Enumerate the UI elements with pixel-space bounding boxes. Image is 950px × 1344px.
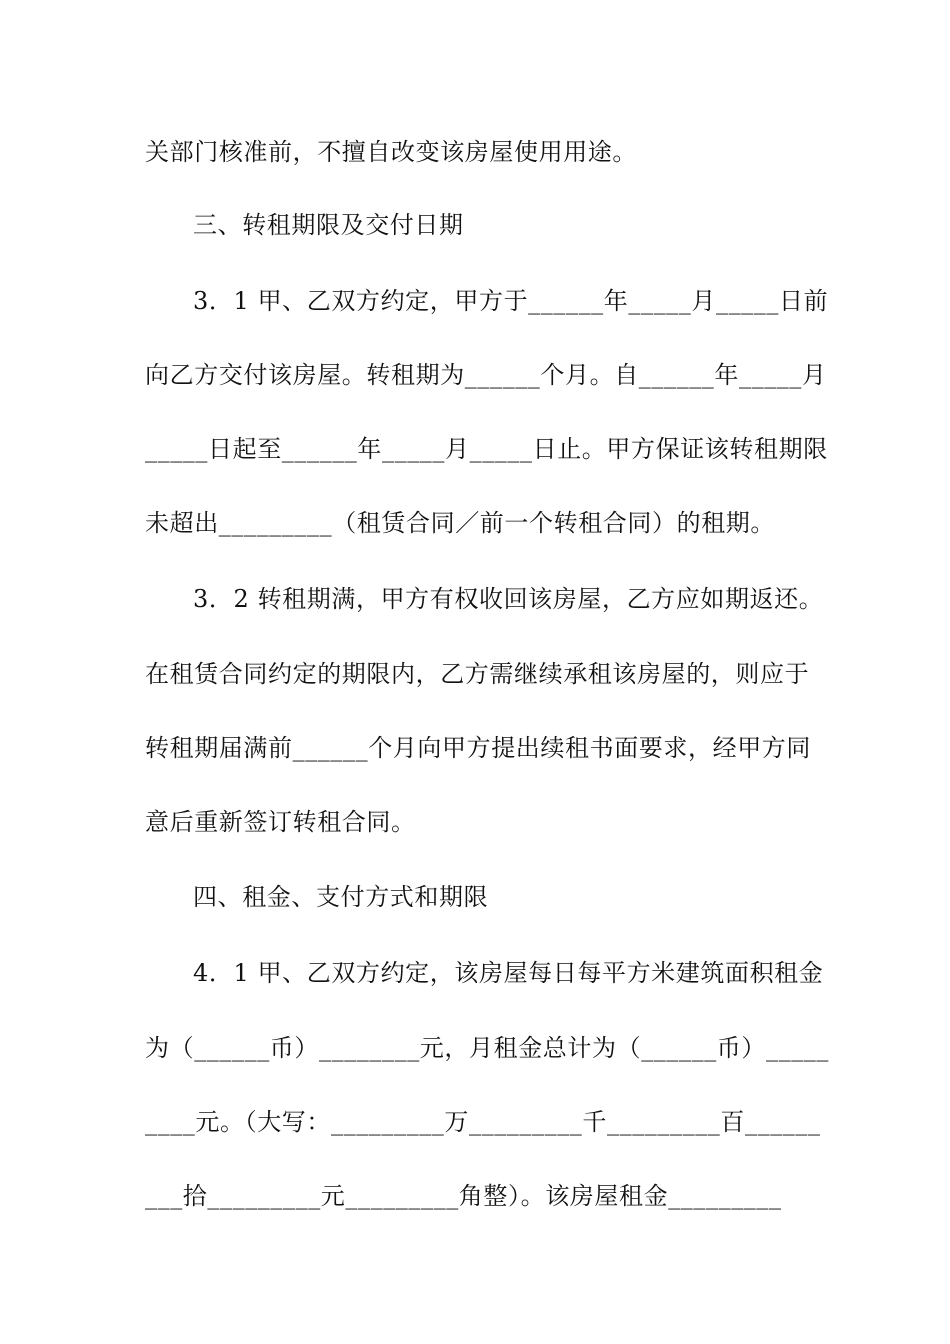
clause-4-1-line-2: 为（______币）________元，月租金总计为（______币）_____ <box>145 1034 829 1062</box>
clause-4-1-line-4: ___拾_________元_________角整）。该房屋租金_________ <box>145 1182 782 1210</box>
section-heading-3: 三、转租期限及交付日期 <box>193 211 464 239</box>
clause-3-2-line-4: 意后重新签订转租合同。 <box>145 808 416 836</box>
section-heading-4: 四、租金、支付方式和期限 <box>193 883 489 911</box>
clause-3-1-line-1: 3．1 甲、乙双方约定，甲方于______年_____月_____日前 <box>193 287 829 315</box>
clause-4-1-line-3: ____元。（大写：_________万_________千_________百______ <box>145 1108 821 1136</box>
clause-3-2-line-1: 3．2 转租期满，甲方有权收回该房屋，乙方应如期返还。 <box>193 585 824 613</box>
clause-3-1-line-3: _____日起至______年_____月_____日止。甲方保证该转租期限 <box>145 435 828 463</box>
clause-3-2-line-3: 转租期届满前______个月向甲方提出续租书面要求，经甲方同 <box>145 734 811 762</box>
clause-4-1-line-1: 4．1 甲、乙双方约定，该房屋每日每平方米建筑面积租金 <box>193 959 824 987</box>
clause-3-1-line-4: 未超出_________（租赁合同／前一个转租合同）的租期。 <box>145 509 775 537</box>
clause-3-2-line-2: 在租赁合同约定的期限内，乙方需继续承租该房屋的，则应于 <box>145 660 810 688</box>
clause-3-1-line-2: 向乙方交付该房屋。转租期为______个月。自______年_____月 <box>145 361 827 389</box>
text-line-continuation: 关部门核准前，不擅自改变该房屋使用用途。 <box>145 138 637 166</box>
